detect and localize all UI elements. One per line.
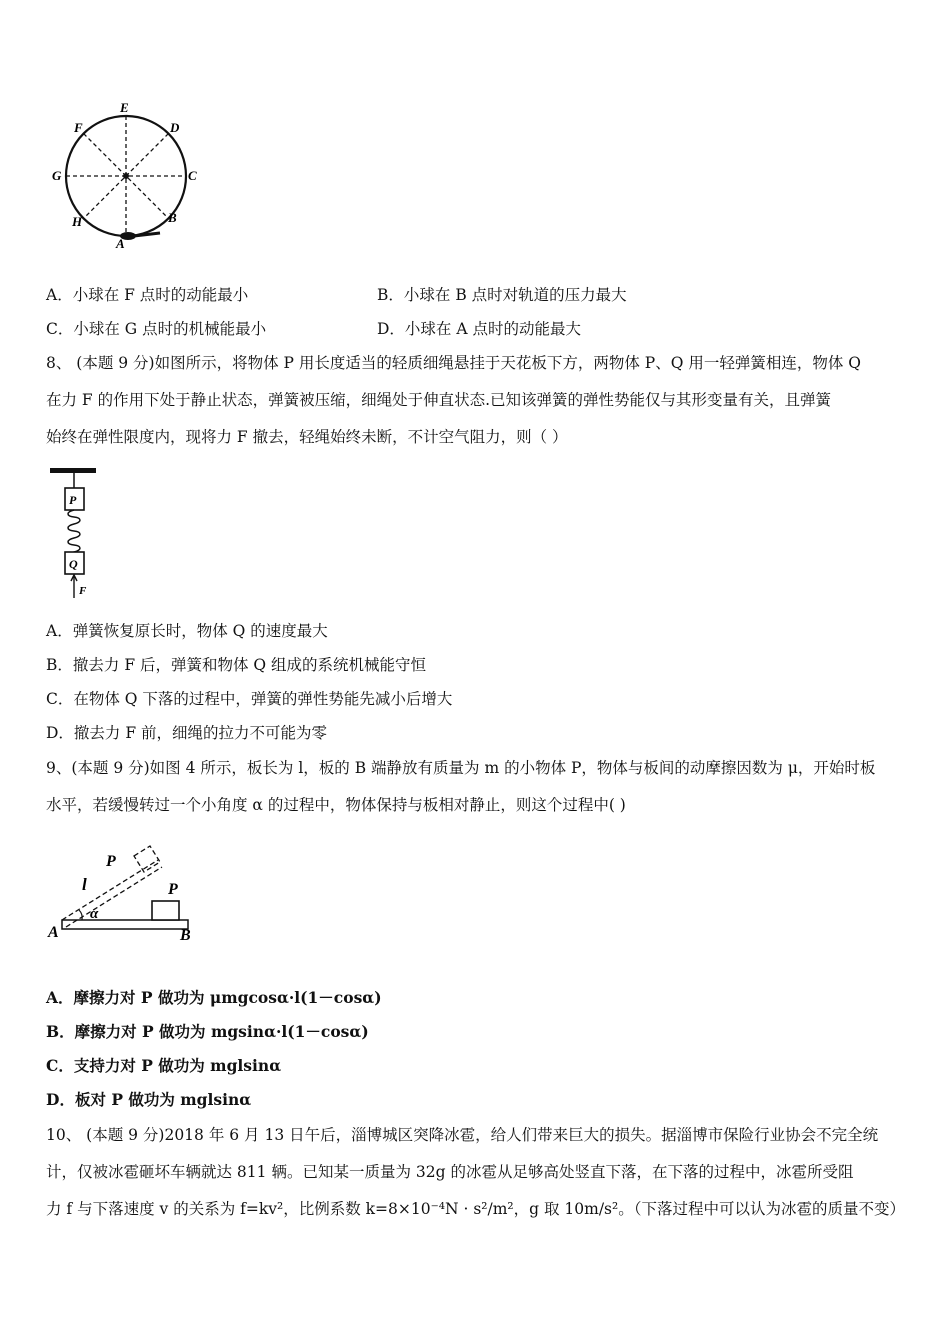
q9-option-c: C．支持力对 P 做功为 mglsinα [46, 1056, 282, 1075]
label-F: F [74, 120, 83, 135]
end-B-label: B [180, 927, 191, 944]
block-P-on-board [152, 901, 179, 920]
velocity-arrow [134, 233, 160, 236]
spring-figure [46, 466, 106, 602]
q8-option-b: B．撤去力 F 后，弹簧和物体 Q 组成的系统机械能守恒 [46, 656, 427, 674]
block-Q-label: Q [69, 557, 78, 571]
block-P-right-label: P [168, 881, 178, 898]
center-point [123, 173, 129, 179]
ceiling [50, 468, 96, 473]
q9-stem-line-2: 水平，若缓慢转过一个小角度 α 的过程中，物体保持与板相对静止，则这个过程中( ) [46, 796, 626, 814]
q8-option-d: D．撤去力 F 前，细绳的拉力不可能为零 [46, 724, 328, 742]
label-B: B [168, 210, 177, 225]
q10-stem-line-3: 力 f 与下落速度 v 的关系为 f=kv²，比例系数 k=8×10⁻⁴N · s²/m²，g 取 10m/s²。（下落过程中可以认为冰雹的质量不变） [46, 1200, 905, 1218]
force-label: F [79, 585, 87, 597]
length-label: l [82, 875, 87, 894]
q9-option-b: B．摩擦力对 P 做功为 mgsinα·l(1－cosα) [46, 1022, 369, 1041]
inclined-board-figure [46, 834, 206, 946]
q9-stem-line-1: 9、(本题 9 分)如图 4 所示，板长为 l，板的 B 端静放有质量为 m 的小物体 P，物体与板间的动摩擦因数为 μ，开始时板 [46, 759, 876, 777]
angle-label: α [90, 906, 99, 922]
q7-option-a: A．小球在 F 点时的动能最小 [46, 286, 249, 304]
q7-option-d: D．小球在 A 点时的动能最大 [377, 320, 581, 338]
q10-stem-line-2: 计，仅被冰雹砸坏车辆就达 811 辆。已知某一质量为 32g 的冰雹从足够高处竖直下落，在下落的过程中，冰雹所受阻 [46, 1163, 854, 1181]
label-D: D [170, 120, 180, 135]
label-C: C [188, 168, 197, 183]
q8-stem-line-1: 8、 (本题 9 分)如图所示，将物体 P 用长度适当的轻质细绳悬挂于天花板下方，两物体 P、Q 用一轻弹簧相连，物体 Q [46, 354, 862, 372]
label-E: E [120, 100, 129, 115]
q8-option-a: A．弹簧恢复原长时，物体 Q 的速度最大 [46, 622, 328, 640]
horizontal-board [62, 920, 188, 929]
end-A-label: A [48, 924, 59, 941]
q7-option-c: C．小球在 G 点时的机械能最小 [46, 320, 267, 338]
q8-stem-line-3: 始终在弹性限度内，现将力 F 撤去，轻绳始终未断，不计空气阻力，则（ ） [46, 428, 568, 446]
block-P-label: P [69, 493, 77, 507]
q7-option-b: B．小球在 B 点时对轨道的压力最大 [377, 286, 627, 304]
q9-option-a: A．摩擦力对 P 做功为 μmgcosα·l(1－cosα) [46, 988, 382, 1007]
label-A: A [116, 236, 125, 251]
q8-option-c: C．在物体 Q 下落的过程中，弹簧的弹性势能先减小后增大 [46, 690, 453, 708]
label-G: G [52, 168, 62, 183]
circle-track-figure [46, 96, 206, 256]
q10-stem-line-1: 10、 (本题 9 分)2018 年 6 月 13 日午后，淄博城区突降冰雹，给人们带来巨大的损失。据淄博市保险行业协会不完全统 [46, 1126, 879, 1144]
spring [68, 510, 80, 553]
q8-stem-line-2: 在力 F 的作用下处于静止状态，弹簧被压缩，细绳处于伸直状态.已知该弹簧的弹性势能仅与其形变量有关，且弹簧 [46, 391, 832, 409]
q9-option-d: D．板对 P 做功为 mglsinα [46, 1090, 252, 1109]
block-P-top-label: P [106, 853, 116, 870]
label-H: H [72, 214, 83, 229]
